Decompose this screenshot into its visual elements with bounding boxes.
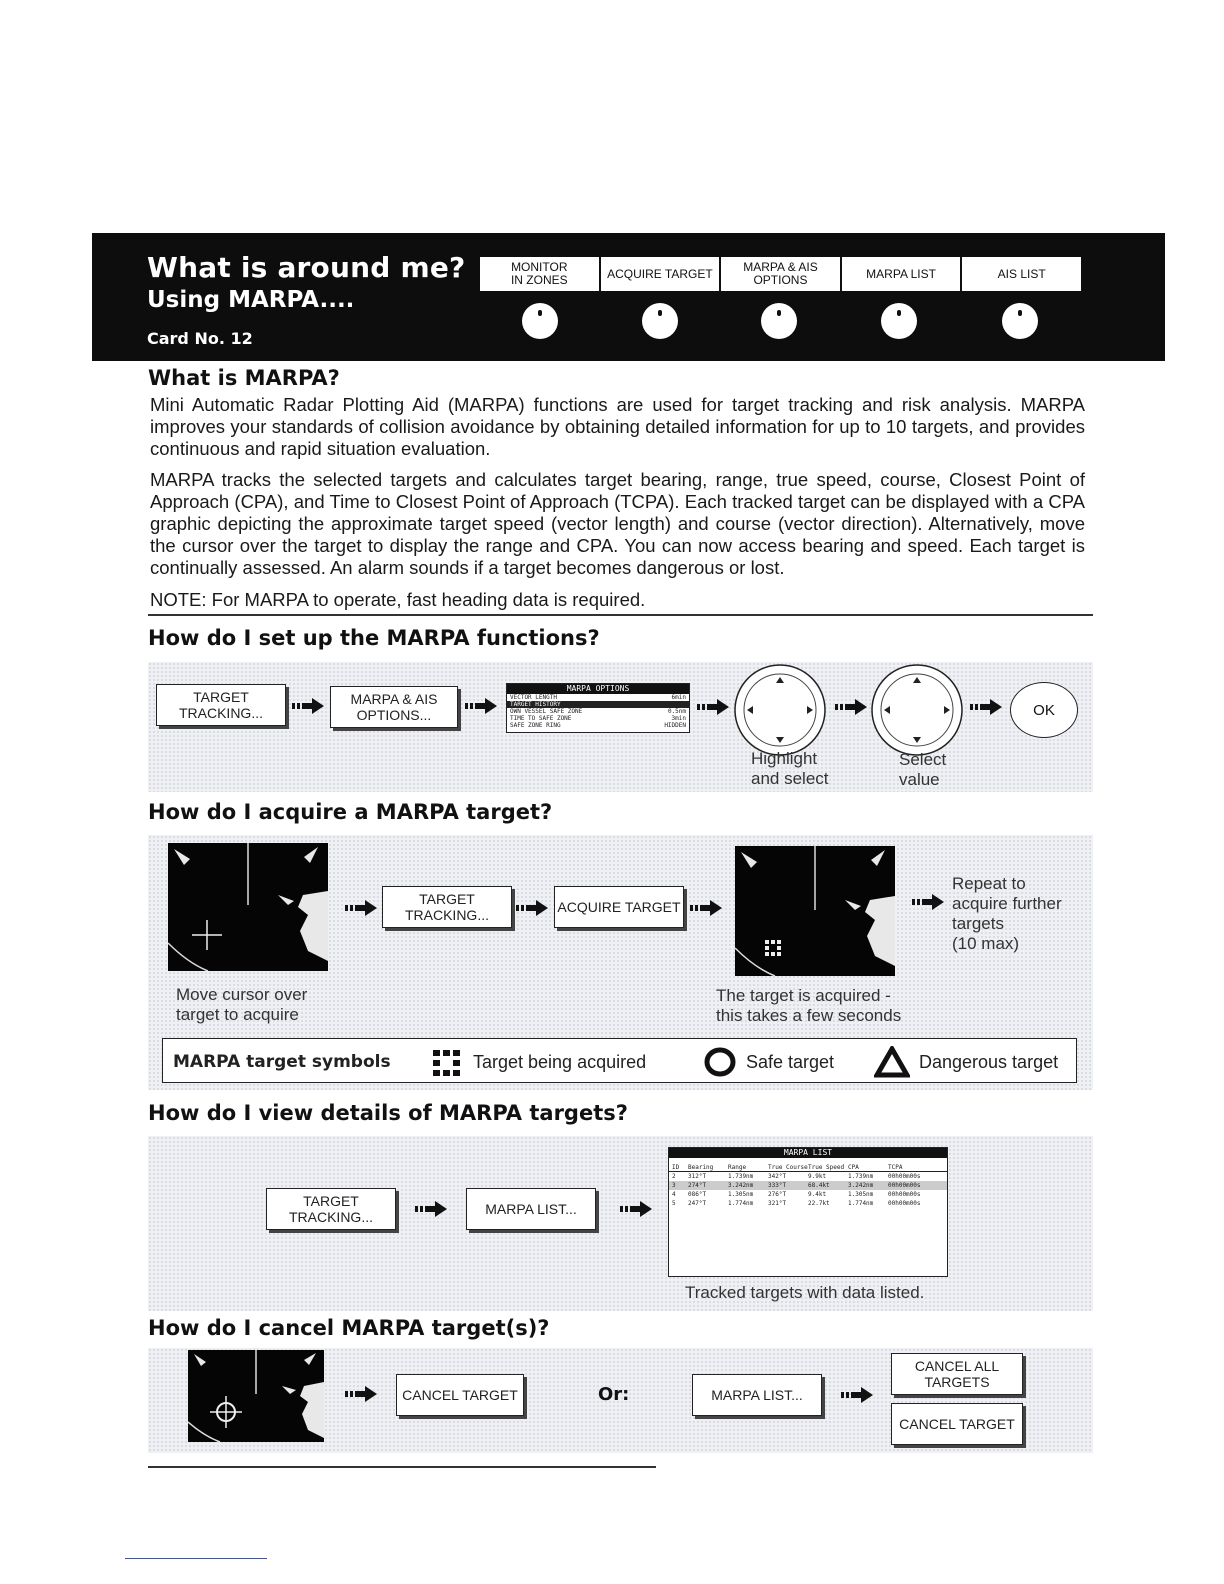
marpa-list-header: ID Bearing Range True Course True Speed CPA TCPA <box>669 1158 947 1172</box>
arrow-icon <box>415 1201 449 1217</box>
page-subtitle: Using MARPA.... <box>147 287 355 313</box>
section-heading-acquire: How do I acquire a MARPA target? <box>148 800 553 824</box>
marpa-list-button[interactable]: MARPA LIST... <box>692 1374 822 1416</box>
softkey-marpa-list[interactable]: MARPA LIST <box>840 257 961 291</box>
radar-screen-cancel <box>188 1350 324 1442</box>
symbols-title: MARPA target symbols <box>173 1052 391 1072</box>
paragraph-intro: Mini Automatic Radar Plotting Aid (MARPA) functions are used for target tracking and risk analysis. MARPA improves your standards of collision avoidance by obtaining detailed information for up to 10 targets, and provides continuous and rapid situation evaluation. <box>150 394 1085 459</box>
arrow-icon <box>841 1387 875 1403</box>
arrow-icon <box>465 698 499 714</box>
divider <box>148 1466 656 1468</box>
softkey-knob-3[interactable] <box>761 303 797 339</box>
caption-highlight-select: Highlight and select <box>751 749 829 788</box>
arrow-icon <box>345 1386 379 1402</box>
marpa-list-row[interactable]: 4 086°T 1.305nm 276°T 9.4kt 1.305nm 00h00m00s <box>672 1191 921 1198</box>
dangerous-target-icon <box>874 1046 910 1078</box>
caption-move-cursor: Move cursor over target to acquire <box>176 985 308 1024</box>
target-tracking-button[interactable]: TARGET TRACKING... <box>266 1188 396 1230</box>
arrow-icon <box>516 900 550 916</box>
card-header <box>92 233 1165 361</box>
options-row: OWN VESSEL SAFE ZONE 0.5nm <box>510 708 686 715</box>
or-label: Or: <box>598 1384 630 1405</box>
acquire-target-button[interactable]: ACQUIRE TARGET <box>554 886 684 928</box>
arrow-icon <box>970 699 1004 715</box>
radar-image <box>168 843 328 971</box>
softkey-bar <box>480 257 1081 291</box>
symbol-label-acquiring: Target being acquired <box>473 1052 647 1072</box>
arrow-icon <box>835 699 869 715</box>
radar-screen-cursor <box>168 843 328 971</box>
footer-underline <box>125 1558 267 1559</box>
caption-select-value: Select value <box>899 750 947 789</box>
options-row: VECTOR LENGTH 6min <box>510 694 686 701</box>
softkey-knob-4[interactable] <box>881 303 917 339</box>
radar-screen-acquired <box>735 846 895 976</box>
marpa-list-row[interactable]: 5 247°T 1.774nm 321°T 22.7kt 1.774nm 00h00m00s <box>672 1200 921 1207</box>
arrow-icon <box>345 900 379 916</box>
options-row: TIME TO SAFE ZONE 3min <box>510 715 686 722</box>
softkey-knob-1[interactable] <box>522 303 558 339</box>
ok-button[interactable]: OK <box>1010 682 1078 738</box>
marpa-symbols-legend <box>162 1038 1077 1083</box>
arrow-icon <box>697 699 731 715</box>
marpa-options-title: MARPA OPTIONS <box>507 684 689 694</box>
caption-tracked-targets: Tracked targets with data listed. <box>685 1283 925 1302</box>
softkey-knob-5[interactable] <box>1002 303 1038 339</box>
cancel-target-button[interactable]: CANCEL TARGET <box>891 1403 1023 1445</box>
arrow-icon <box>690 900 724 916</box>
arrow-icon <box>912 894 946 910</box>
section-heading-cancel: How do I cancel MARPA target(s)? <box>148 1316 550 1340</box>
symbol-label-dangerous: Dangerous target <box>919 1052 1059 1072</box>
symbol-label-safe: Safe target <box>746 1052 835 1072</box>
rotary-dial-icon[interactable] <box>870 663 964 757</box>
caption-target-acquired: The target is acquired - this takes a few seconds <box>716 986 902 1025</box>
options-row: SAFE ZONE RING HIDDEN <box>510 722 686 729</box>
card-number: Card No. 12 <box>147 329 253 348</box>
radar-image <box>188 1350 324 1442</box>
rotary-dial-icon[interactable] <box>733 663 827 757</box>
marpa-list-row-selected[interactable]: 3 274°T 3.242nm 333°T 68.4kt 3.242nm 00h00m00s <box>669 1181 947 1190</box>
acquiring-target-icon <box>433 1050 463 1076</box>
marpa-list-title: MARPA LIST <box>669 1148 947 1158</box>
radar-image <box>735 846 895 976</box>
marpa-list-button[interactable]: MARPA LIST... <box>466 1188 596 1230</box>
marpa-options-screen <box>506 683 690 733</box>
page-title: What is around me? <box>147 251 466 284</box>
softkey-knob-2[interactable] <box>642 303 678 339</box>
target-tracking-button[interactable]: TARGET TRACKING... <box>382 886 512 928</box>
arrow-icon <box>292 698 326 714</box>
softkey-monitor-in-zones[interactable]: MONITOR IN ZONES <box>510 260 568 287</box>
cancel-all-targets-button[interactable]: CANCEL ALL TARGETS <box>891 1353 1023 1395</box>
note-text: NOTE: For MARPA to operate, fast heading data is required. <box>150 589 646 610</box>
marpa-list-row[interactable]: 2 312°T 1.739nm 342°T 9.9kt 1.739nm 00h00m00s <box>672 1173 921 1180</box>
paragraph-details: MARPA tracks the selected targets and calculates target bearing, range, true speed, course, Closest Point of Approach (CPA), and Time to Closest Point of Approach (TCPA). Each tracked target can be displayed with a CPA graphic depicting the approximate target speed (vector length) and course (vector direction). Alternatively, move the cursor over the target to display the range and CPA. You can now access bearing and speed. Each target is continually assessed. An alarm sounds if a target becomes dangerous or lost. <box>150 469 1085 578</box>
section-heading-what: What is MARPA? <box>148 366 340 390</box>
divider <box>148 614 1093 616</box>
marpa-ais-options-button[interactable]: MARPA & AIS OPTIONS... <box>330 686 458 728</box>
options-row-highlighted: TARGET HISTORY <box>507 701 689 708</box>
target-tracking-button[interactable]: TARGET TRACKING... <box>156 684 286 726</box>
softkey-marpa-ais-options[interactable]: MARPA & AIS OPTIONS <box>719 257 840 291</box>
caption-repeat: Repeat to acquire further targets (10 max) <box>952 874 1062 953</box>
safe-target-icon <box>704 1047 736 1077</box>
arrow-icon <box>620 1201 654 1217</box>
marpa-list-screen <box>668 1147 948 1277</box>
section-heading-setup: How do I set up the MARPA functions? <box>148 626 600 650</box>
section-heading-view: How do I view details of MARPA targets? <box>148 1101 628 1125</box>
cancel-target-button[interactable]: CANCEL TARGET <box>396 1374 524 1416</box>
softkey-ais-list[interactable]: AIS LIST <box>960 257 1081 291</box>
softkey-acquire-target[interactable]: ACQUIRE TARGET <box>599 257 720 291</box>
